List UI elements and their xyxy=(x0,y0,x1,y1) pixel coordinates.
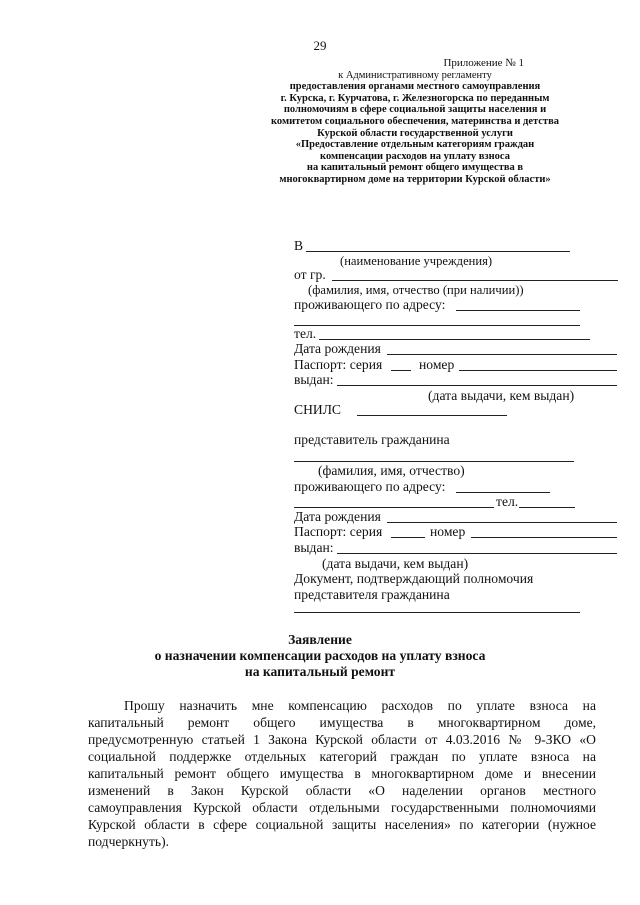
rep-birth-label: Дата рождения xyxy=(294,509,381,524)
body-line: изменений в Закон Курской области «О наделении органов местного xyxy=(88,783,596,798)
birth-date-field[interactable] xyxy=(387,354,617,355)
body-line: Курской области в сфере социальной защиты населения» по категории (нужное xyxy=(88,817,596,832)
rep-issued-field[interactable] xyxy=(337,553,617,554)
snils-label: СНИЛС xyxy=(294,402,341,417)
snils-field[interactable] xyxy=(357,415,507,416)
address-field-line2[interactable] xyxy=(294,325,580,326)
passport-number-field[interactable] xyxy=(459,370,617,371)
rep-fio-hint: (фамилия, имя, отчество) xyxy=(318,463,465,478)
statement-title: Заявление xyxy=(288,632,352,647)
body-line: предусмотренную статьей 1 Закона Курской области от 4.03.2016 № 9-ЗКО «О xyxy=(88,732,596,747)
issued-field[interactable] xyxy=(337,385,617,386)
appendix-title: Приложение № 1 xyxy=(443,57,524,69)
rep-address-field[interactable] xyxy=(456,492,550,493)
fio-hint: (фамилия, имя, отчество (при наличии)) xyxy=(308,283,524,297)
appendix-header xyxy=(250,58,580,186)
rep-phone-label: тел. xyxy=(496,494,519,509)
address-field[interactable] xyxy=(456,310,580,311)
body-line: социальной поддержке отдельных категорий граждан по уплате взноса на xyxy=(88,749,596,764)
body-line: капитальный ремонт общего имущества в многоквартирном доме и внесении xyxy=(88,766,596,781)
appendix-line: предоставления органами местного самоуправления xyxy=(289,81,541,93)
representative-label: представитель гражданина xyxy=(294,432,450,447)
statement-subtitle: о назначении компенсации расходов на уплату взноса xyxy=(154,648,486,663)
applicant-fio-field[interactable] xyxy=(332,280,618,281)
phone-field[interactable] xyxy=(319,339,590,340)
rep-address-label: проживающего по адресу: xyxy=(294,479,446,494)
rep-phone-field[interactable] xyxy=(519,507,575,508)
institution-field[interactable] xyxy=(306,251,570,252)
statement-subtitle-2: на капитальный ремонт xyxy=(244,664,396,679)
statement-body xyxy=(88,697,596,850)
appendix-line: комитетом социального обеспечения, материнства и детства xyxy=(270,115,560,127)
representative-fio-field[interactable] xyxy=(294,461,574,462)
rep-issued-hint: (дата выдачи, кем выдан) xyxy=(322,556,469,571)
issued-label: выдан: xyxy=(294,372,334,387)
body-line: самоуправления Курской области отдельными государственными полномочиями xyxy=(88,800,596,815)
rep-birth-date-field[interactable] xyxy=(387,522,617,523)
document-field[interactable] xyxy=(294,612,580,613)
appendix-line: компенсации расходов на уплату взноса xyxy=(320,150,510,162)
rep-passport-number-field[interactable] xyxy=(471,537,617,538)
appendix-line: «Предоставление отдельным категориям граждан xyxy=(295,139,535,151)
issued-hint: (дата выдачи, кем выдан) xyxy=(428,388,575,403)
rep-passport-number-label: номер xyxy=(430,524,466,539)
institution-hint: (наименование учреждения) xyxy=(340,254,493,268)
appendix-line: полномочиям в сфере социальной защиты населения и xyxy=(283,104,547,116)
appendix-line: г. Курска, г. Курчатова, г. Железногорска по переданным xyxy=(280,92,550,104)
address-label: проживающего по адресу: xyxy=(294,297,446,312)
passport-series-field[interactable] xyxy=(391,370,411,371)
document-label-1: Документ, подтверждающий полномочия xyxy=(294,571,534,586)
appendix-line: многоквартирном доме на территории Курской области» xyxy=(279,173,551,185)
from-label: от гр. xyxy=(294,267,326,282)
body-line: капитальный ремонт общего имущества в многоквартирном доме, xyxy=(88,715,596,730)
phone-label: тел. xyxy=(294,326,317,341)
passport-series-label: Паспорт: серия xyxy=(294,357,383,372)
birth-label: Дата рождения xyxy=(294,341,381,356)
rep-passport-series-field[interactable] xyxy=(391,537,425,538)
rep-address-field-line2[interactable] xyxy=(294,507,494,508)
passport-number-label: номер xyxy=(419,357,455,372)
appendix-line: на капитальный ремонт общего имущества в xyxy=(306,162,524,174)
to-label: В xyxy=(294,238,304,253)
page-number: 29 xyxy=(313,38,327,53)
rep-issued-label: выдан: xyxy=(294,540,334,555)
appendix-line: к Административному регламенту xyxy=(338,69,492,81)
body-line: подчеркнуть). xyxy=(88,834,170,849)
document-label-2: представителя гражданина xyxy=(294,587,450,602)
rep-passport-series-label: Паспорт: серия xyxy=(294,524,383,539)
appendix-line: Курской области государственной услуги xyxy=(317,127,513,139)
body-line: Прошу назначить мне компенсацию расходов по уплате взноса на xyxy=(124,698,596,713)
